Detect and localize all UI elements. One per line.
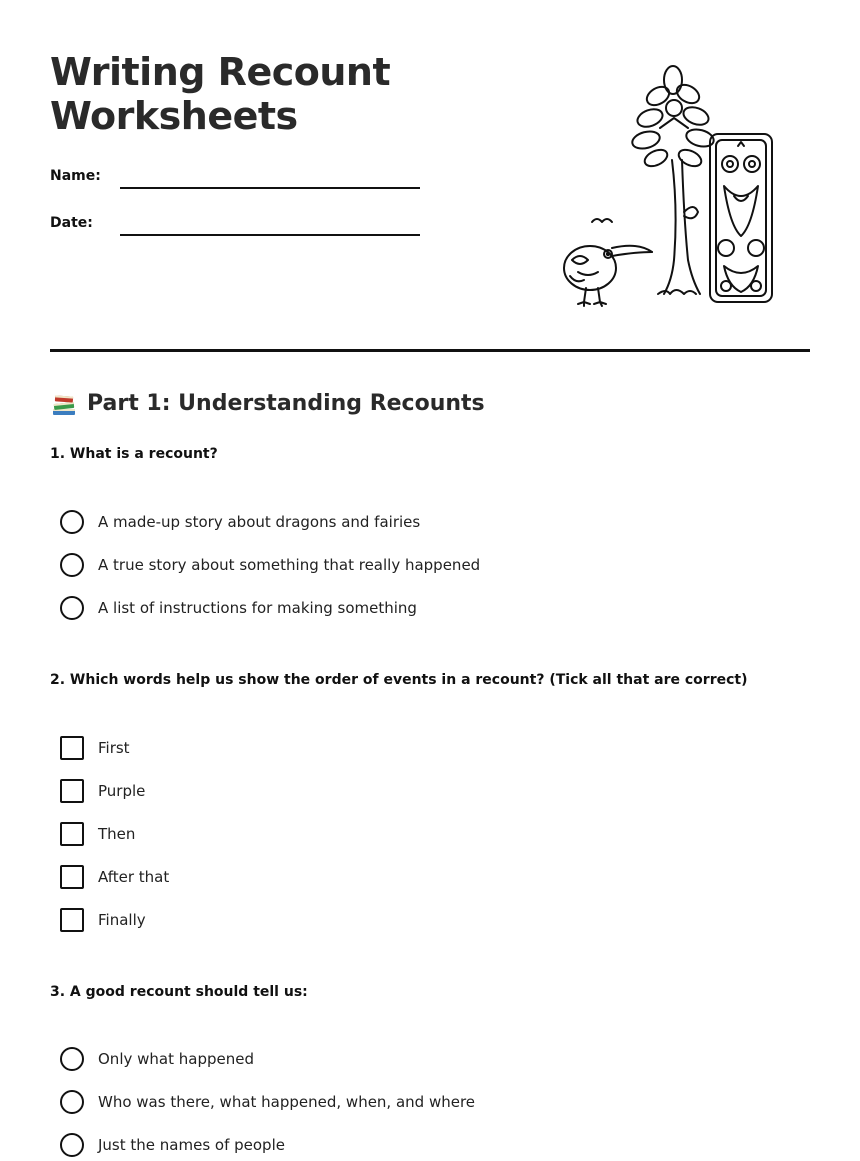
- option-label: Then: [98, 825, 136, 843]
- checkbox[interactable]: [60, 908, 84, 932]
- q2-option-3[interactable]: [60, 821, 135, 847]
- option-label: A made-up story about dragons and fairies: [98, 513, 421, 531]
- date-label: Date:: [50, 215, 93, 231]
- name-label: Name:: [50, 168, 101, 184]
- name-input-line[interactable]: [120, 187, 420, 189]
- q2-option-4[interactable]: [60, 864, 169, 890]
- q1-option-1[interactable]: [60, 509, 420, 535]
- checkbox[interactable]: [60, 822, 84, 846]
- option-label: Purple: [98, 782, 146, 800]
- q2-option-5[interactable]: [60, 907, 146, 933]
- radio-button[interactable]: [60, 1133, 84, 1157]
- question-1: 1. What is a recount?: [50, 446, 218, 462]
- option-label: A list of instructions for making something: [98, 599, 417, 617]
- carving-pou-icon: [710, 134, 772, 302]
- question-2: 2. Which words help us show the order of events in a recount? (Tick all that are correct): [50, 672, 748, 688]
- option-label: Who was there, what happened, when, and where: [98, 1093, 476, 1111]
- option-label: After that: [98, 868, 170, 886]
- radio-button[interactable]: [60, 1047, 84, 1071]
- section-title-text: Part 1: Understanding Recounts: [87, 391, 485, 416]
- q2-option-1[interactable]: [60, 735, 130, 761]
- tree-icon: [630, 66, 715, 294]
- books-icon: [50, 390, 78, 418]
- question-3: 3. A good recount should tell us:: [50, 984, 308, 1000]
- option-label: Just the names of people: [98, 1136, 285, 1154]
- date-field: [50, 207, 420, 237]
- header-divider: [50, 349, 810, 352]
- q1-option-2[interactable]: [60, 552, 480, 578]
- option-label: Only what happened: [98, 1050, 254, 1068]
- q3-option-3[interactable]: [60, 1132, 285, 1158]
- checkbox[interactable]: [60, 779, 84, 803]
- name-field: [50, 160, 420, 190]
- option-label: A true story about something that really happened: [98, 556, 481, 574]
- radio-button[interactable]: [60, 510, 84, 534]
- option-label: Finally: [98, 911, 146, 929]
- kiwi-bird-icon: [564, 246, 652, 306]
- date-input-line[interactable]: [120, 234, 420, 236]
- q3-option-2[interactable]: [60, 1089, 475, 1115]
- section-title-part-1: [50, 388, 485, 420]
- title-line-2: Worksheets: [50, 94, 298, 138]
- checkbox[interactable]: [60, 865, 84, 889]
- checkbox[interactable]: [60, 736, 84, 760]
- option-label: First: [98, 739, 130, 757]
- radio-button[interactable]: [60, 1090, 84, 1114]
- kiwi-tree-carving-illustration: [560, 62, 790, 312]
- radio-button[interactable]: [60, 596, 84, 620]
- page-title: [50, 50, 470, 138]
- q1-option-3[interactable]: [60, 595, 417, 621]
- q2-option-2[interactable]: [60, 778, 145, 804]
- q3-option-1[interactable]: [60, 1046, 254, 1072]
- title-line-1: Writing Recount: [50, 50, 391, 94]
- worksheet-page: [50, 0, 810, 1161]
- radio-button[interactable]: [60, 553, 84, 577]
